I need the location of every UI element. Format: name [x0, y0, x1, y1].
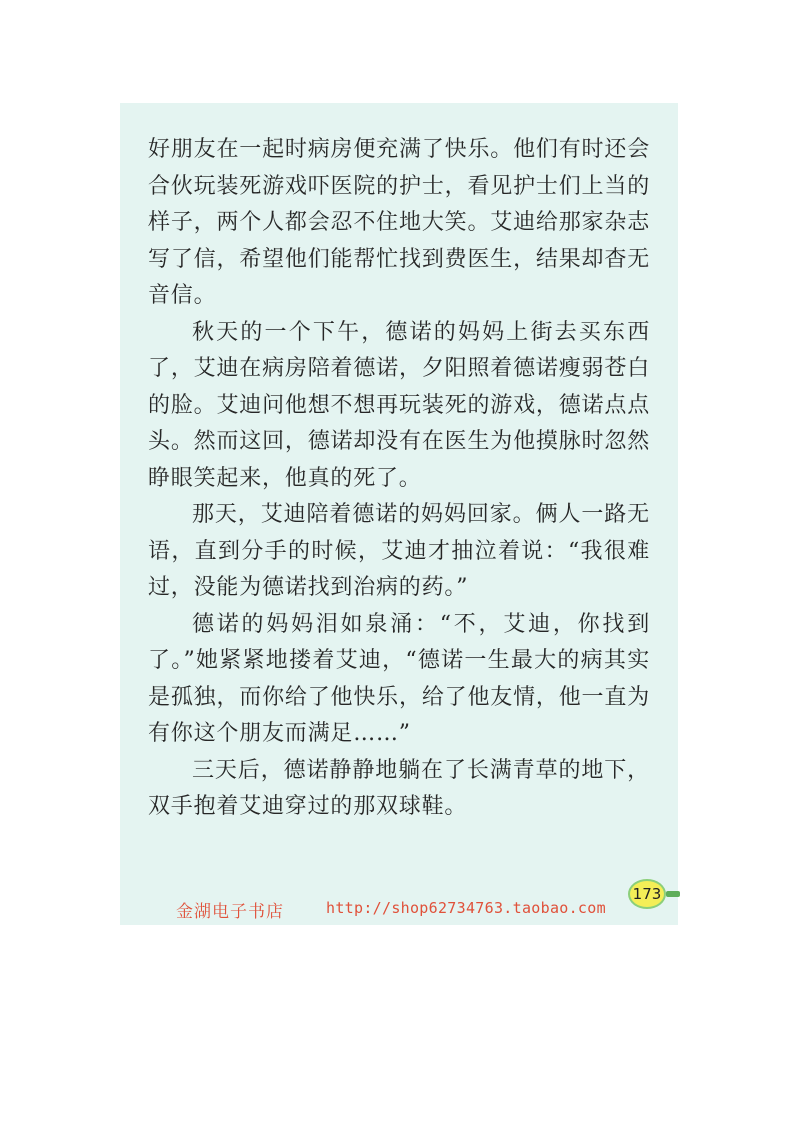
paragraph-2: 秋天的一个下午，德诺的妈妈上街去买东西了，艾迪在病房陪着德诺，夕阳照着德诺瘦弱苍白的脸。艾迪问他想不想再玩装死的游戏，德诺点点头。然而这回，德诺却没有在医生为他摸脉时忽然睁眼笑起来，他真的死了。 — [148, 319, 650, 491]
book-page — [120, 103, 678, 925]
paragraph-5: 三天后，德诺静静地躺在了长满青草的地下，双手抱着艾迪穿过的那双球鞋。 — [148, 757, 650, 819]
page-edge-tab — [666, 891, 680, 897]
shop-name-watermark: 金湖电子书店 — [176, 902, 284, 922]
page-number-badge: 173 — [628, 879, 666, 909]
paragraph-4: 德诺的妈妈泪如泉涌：“不，艾迪，你找到了。”她紧紧地搂着艾迪，“德诺一生最大的病其实是孤独，而你给了他快乐，给了他友情，他一直为有你这个朋友而满足……” — [148, 611, 650, 746]
paragraph-1: 好朋友在一起时病房便充满了快乐。他们有时还会合伙玩装死游戏吓医院的护士，看见护士们上当的样子，两个人都会忍不住地大笑。艾迪给那家杂志写了信，希望他们能帮忙找到费医生，结果却杳无音信。 — [148, 137, 650, 308]
shop-url-watermark: http://shop62734763.taobao.com — [326, 899, 606, 917]
paragraph-3: 那天，艾迪陪着德诺的妈妈回家。俩人一路无语，直到分手的时候，艾迪才抽泣着说：“我很难过，没能为德诺找到治病的药。” — [148, 502, 650, 600]
body-text — [148, 132, 650, 826]
page-footer — [120, 885, 678, 923]
